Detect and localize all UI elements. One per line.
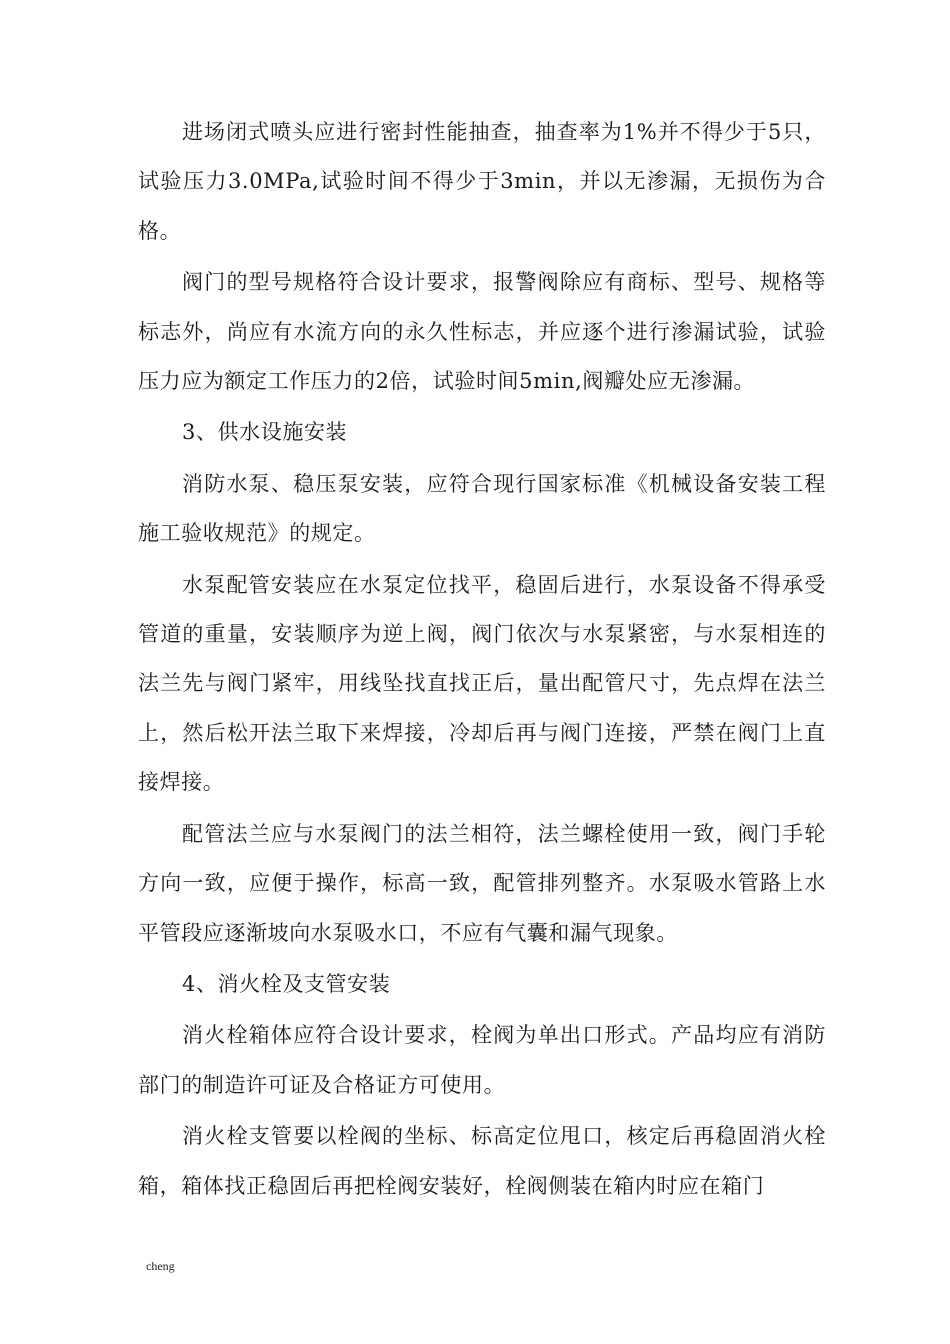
section-heading-hydrant: 4、消火栓及支管安装 xyxy=(182,971,391,996)
footer-note: cheng xyxy=(146,1259,175,1273)
paragraph-pump-installation: 消防水泵、稳压泵安装，应符合现行国家标准《机械设备安装工程施工验收规范》的规定。 xyxy=(138,471,826,546)
section-heading-water-supply: 3、供水设施安装 xyxy=(182,420,348,445)
paragraph-hydrant-branch: 消火栓支管要以栓阀的坐标、标高定位甩口，核定后再稳固消火栓箱，箱体找正稳固后再把栓阀安装好，栓阀侧装在箱内时应在箱门 xyxy=(138,1124,826,1198)
paragraph-flange-alignment: 配管法兰应与水泵阀门的法兰相符，法兰螺栓使用一致，阀门手轮方向一致，应便于操作，标高一致，配管排列整齐。水泵吸水管路上水平管段应逐渐坡向水泵吸水口，不应有气囊和漏气现象。 xyxy=(138,821,826,945)
paragraph-valve-requirements: 阀门的型号规格符合设计要求，报警阀除应有商标、型号、规格等标志外，尚应有水流方向的永久性标志，并应逐个进行渗漏试验，试验压力应为额定工作压力的2倍，试验时间5min,阀瓣处应无渗漏。 xyxy=(138,270,826,394)
paragraph-pump-piping: 水泵配管安装应在水泵定位找平，稳固后进行，水泵设备不得承受管道的重量，安装顺序为逆上阀，阀门依次与水泵紧密，与水泵相连的法兰先与阀门紧牢，用线坠找直找正后，量出配管尺寸，先点焊在法兰上，然后松开法兰取下来焊接，冷却后再与阀门连接，严禁在阀门上直接焊接。 xyxy=(138,572,826,795)
paragraph-sprinkler-inspection: 进场闭式喷头应进行密封性能抽查，抽查率为1%并不得少于5只，试验压力3.0MPa,试验时间不得少于3min，并以无渗漏，无损伤为合格。 xyxy=(138,120,826,243)
document-body xyxy=(138,108,826,1213)
paragraph-hydrant-box: 消火栓箱体应符合设计要求，栓阀为单出口形式。产品均应有消防部门的制造许可证及合格证方可使用。 xyxy=(138,1023,826,1097)
